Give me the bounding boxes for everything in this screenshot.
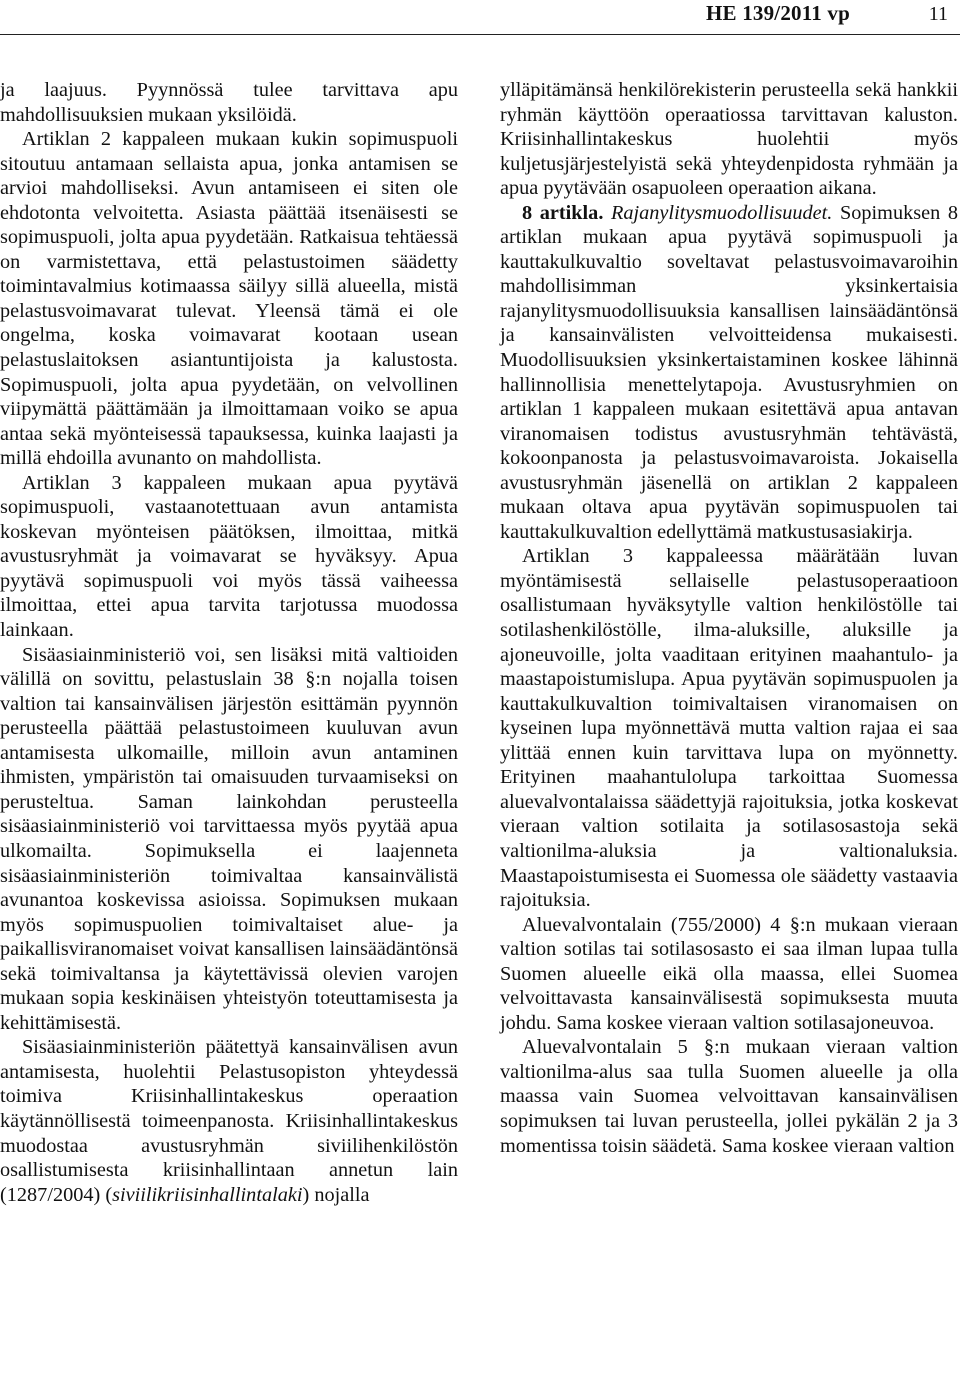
paragraph-text: ) nojalla (302, 1183, 370, 1206)
italic-term: siviilikriisinhallintalaki (112, 1183, 303, 1206)
paragraph: Artiklan 3 kappaleen mukaan apua pyytävä sopimuspuoli, vastaanotettuaan avun antamista koskevan myönteisen päätöksen, ilmoittaa, mitkä avustusryhmät ja voimavarat se hyväksyy. Apua pyytävä sopimuspuoli voi myös tässä vaiheessa ilmoittaa, ettei apua tarvita tarjotussa muodossa lainkaan. (0, 471, 458, 642)
article-title: Rajanylitysmuodollisuudet. (610, 201, 833, 224)
paragraph (0, 1035, 458, 1207)
paragraph: Sisäasiainministeriö voi, sen lisäksi mitä valtioiden välillä on sovittu, pelastuslain 38 §:n nojalla toisen valtion tai kansainvälisen järjestön esittämän pyynnön perusteella päättää pelastustoimeen kuuluvan avun antamisesta ulkomaille, milloin avun antaminen ihmisten, ympäristön tai omaisuuden turvaamiseksi on perusteltua. Saman lainkohdan perusteella sisäasiainministeriö voi tarvittaessa myös pyytää apua ulkomailta. Sopimuksella ei laajenneta sisäasiainministeriön toimivaltaa kansainvälistä avunantoa koskevissa asioissa. Sopimuksen mukaan myös sopimuspuolien toimivaltaiset alue- ja paikallisviranomaiset voivat kansallisen lainsäädäntönsä sekä toimivaltansa ja käytettävissä olevien varojen mukaan sopia keskinäisen yhteistyön toteuttamisesta ja kehittämisestä. (0, 643, 458, 1034)
left-column (0, 78, 458, 1207)
header-rule (0, 34, 960, 35)
paragraph: ja laajuus. Pyynnössä tulee tarvittava apu mahdollisuuksien mukaan yksilöidä. (0, 79, 458, 126)
paragraph: ylläpitämänsä henkilörekisterin perusteella sekä hankkii ryhmän käyttöön operaatiossa tarvittavan kaluston. Kriisinhallintakeskus huolehtii myös kuljetusjärjestelyistä sekä yhteydenpidosta ryhmään ja apua pyytävään osapuoleen operaation aikana. (500, 79, 958, 200)
paragraph (500, 201, 958, 545)
paragraph-text: Sopimuksen 8 artiklan mukaan apua pyytävä sopimuspuoli ja kauttakulkuvaltio soveltavat pelastusvoimavaroihin mahdollisimman yksinkertaisia rajanylitysmuodollisuuksia kansallisen lainsäädäntönsä ja kansainvälisten velvoitteidensa mukaisesti. Muodollisuuksien yksinkertaistaminen koskee lähinnä hallinnollisia menettelytapoja. Avustusryhmien on artiklan 1 kappaleen mukaan esitettävä apua antavan viranomaisen todistus avustusryhmän tehtävästä, kokoonpanosta ja pelastusvoimavaroista. Jokaisella avustusryhmän jäsenellä on artiklan 2 kappaleen mukaan oltava apua pyytävän sopimuspuolen tai kauttakulkuvaltion edellyttämä matkustusasiakirja. (500, 201, 958, 543)
paragraph: Artiklan 3 kappaleessa määrätään luvan myöntämisestä sellaiselle pelastusoperaatioon osallistumaan hyväksytylle valtion henkilöstölle tai sotilashenkilöstölle, ilma-aluksille, aluksille ja ajoneuvoille, jolta vaaditaan erityinen maahantulo- ja maastapoistumislupa. Apua pyytävän sopimuspuolen ja kauttakulkuvaltion toimivaltaisen viranomaisen on kyseinen lupa myönnettävä mutta valtion rajaa ei saa ylittää ennen kuin tarvittava lupa on myönnetty. Erityinen maahantulolupa tarkoittaa Suomessa aluevalvontalaissa säädettyjä rajoituksia, jotka koskevat vieraan valtion sotilaita ja sotilasosastoja sekä valtionilma-aluksia ja valtionaluksia. Maastapoistumisesta ei Suomessa ole säädetty vastaavia rajoituksia. (500, 545, 958, 912)
paragraph: Aluevalvontalain (755/2000) 4 §:n mukaan vieraan valtion sotilas tai sotilasosasto ei saa ilman lupaa tulla Suomen alueelle eikä olla maassa, ellei Suomea velvoittavasta kansainvälisestä sopimuksesta muuta johdu. Sama koskee vieraan valtion sotilasajoneuvoa. (500, 913, 958, 1034)
paragraph: Aluevalvontalain 5 §:n mukaan vieraan valtion valtionilma-alus saa tulla Suomen alueelle ja olla maassa vain Suomea velvoittavan kansainvälisen sopimuksen tai luvan perusteella, jollei pykälän 2 ja 3 momentissa toisin säädetä. Sama koskee vieraan valtion (500, 1036, 958, 1157)
page-number: 11 (928, 3, 948, 25)
article-heading: 8 artikla. (522, 201, 604, 224)
page-header (0, 0, 960, 36)
paragraph: Artiklan 2 kappaleen mukaan kukin sopimuspuoli sitoutuu antamaan sellaista apua, jonka antamisen se arvioi mahdolliseksi. Avun antamiseen ei siten ole ehdotonta velvoitetta. Asiasta päättää itsenäisesti se sopimuspuoli, jolta apua pyydetään. Ratkaisua tehtäessä on varmistettava, että pelastustoimen säädetty toimintavalmius kotimaassa säilyy sillä alueella, mistä pelastusvoimavarat tulevat. Yleensä tämä ei ole ongelma, koska voimavarat kootaan usean pelastuslaitoksen asiantuntijoista ja kalustosta. Sopimuspuoli, jolta apua pyydetään, on velvollinen viipymättä päättämään ja ilmoittamaan voiko se apua antaa sekä myönteisessä tapauksessa, kuinka laajasti ja millä ehdoilla avunanto on mahdollista. (0, 128, 458, 470)
right-column (500, 78, 958, 1158)
document-id: HE 139/2011 vp (706, 1, 850, 25)
paragraph-text: Sisäasiainministeriön päätettyä kansainvälisen avun antamisesta, huolehtii Pelastusopiston yhteydessä toimiva Kriisinhallintakeskus operaation käytännöllisestä toimeenpanosta. Kriisinhallintakeskus muodostaa avustusryhmän siviilihenkilöstön osallistumisesta kriisinhallintaan annetun lain (1287/2004) ( (0, 1036, 458, 1206)
